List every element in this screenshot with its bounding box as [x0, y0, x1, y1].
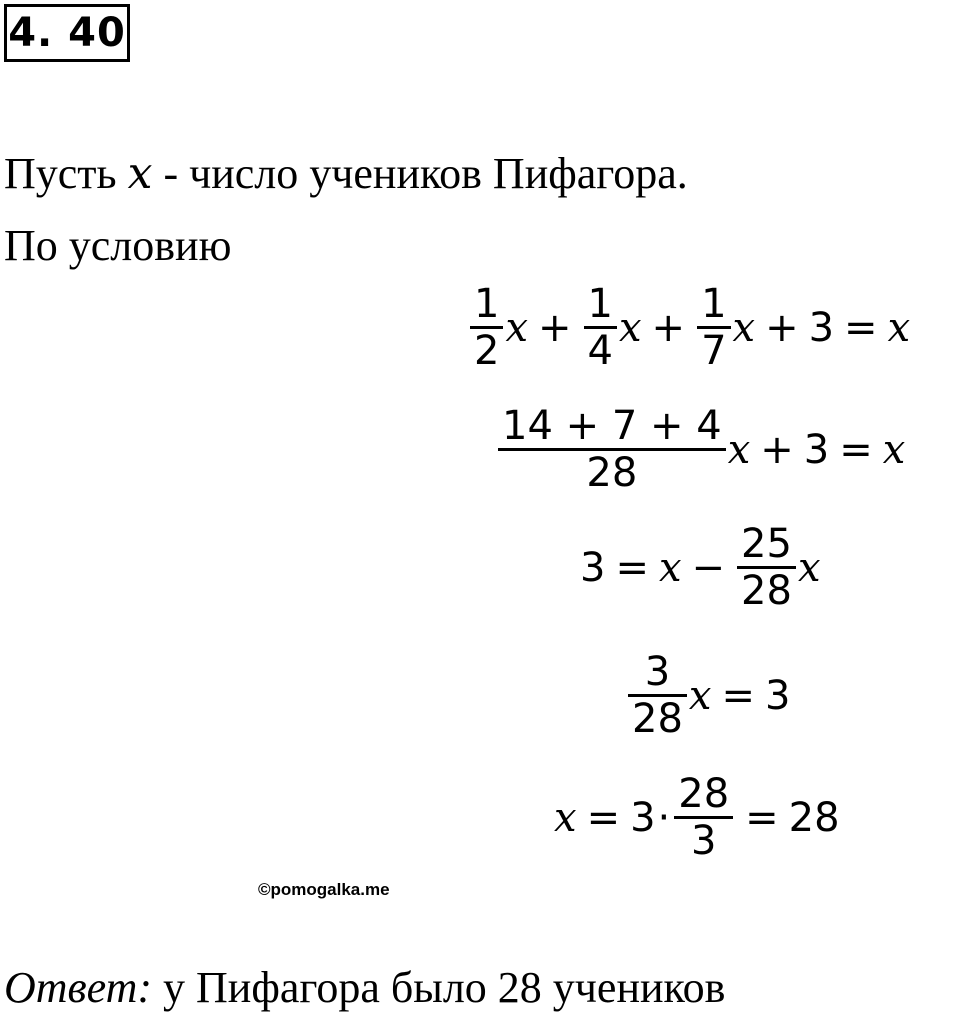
denominator: 28 — [586, 450, 638, 496]
fraction-28-3 — [674, 772, 733, 863]
result: 28 — [788, 794, 840, 841]
watermark: ©pomogalka.me — [258, 880, 390, 899]
constant: 3 — [803, 426, 830, 473]
fraction-25-28 — [737, 522, 796, 613]
plus-sign: + — [760, 426, 794, 473]
equation-2 — [496, 404, 905, 495]
fraction-one-half — [470, 282, 503, 373]
constant: 3 — [764, 672, 791, 719]
variable-x: x — [658, 544, 682, 591]
intro-text-before: Пусть — [4, 149, 128, 198]
denominator: 28 — [632, 696, 683, 742]
problem-number: 4. 40 — [4, 4, 130, 62]
plus-sign: + — [538, 304, 572, 351]
numerator: 1 — [701, 281, 727, 327]
multiply-dot: · — [657, 794, 671, 841]
variable-x: x — [732, 304, 756, 351]
equals-sign: = — [844, 304, 878, 351]
equation-1 — [468, 282, 910, 373]
constant: 3 — [580, 544, 606, 591]
variable-x: x — [688, 672, 712, 719]
answer-line — [4, 962, 725, 1013]
equals-sign: = — [721, 672, 755, 719]
numerator: 1 — [587, 281, 613, 327]
denominator: 2 — [474, 328, 500, 374]
variable-x: x — [127, 148, 153, 199]
variable-x: x — [882, 426, 906, 473]
fraction-one-quarter — [584, 282, 617, 373]
numerator: 14 + 7 + 4 — [502, 403, 722, 449]
denominator: 3 — [690, 818, 717, 864]
variable-x: x — [887, 304, 911, 351]
intro-text-after: - число учеников Пифагора. — [152, 149, 688, 198]
fraction-3-28 — [628, 650, 687, 741]
numerator: 1 — [474, 281, 500, 327]
constant: 3 — [808, 304, 835, 351]
constant: 3 — [630, 794, 656, 841]
plus-sign: + — [651, 304, 686, 351]
fraction-sum — [498, 404, 726, 495]
answer-text: у Пифагора было 28 учеников — [152, 963, 726, 1012]
denominator: 28 — [741, 568, 792, 614]
answer-label: Ответ: — [4, 963, 153, 1012]
variable-x: x — [727, 426, 751, 473]
denominator: 7 — [701, 328, 727, 374]
numerator: 3 — [644, 649, 671, 695]
numerator: 28 — [678, 771, 730, 817]
variable-x: x — [554, 794, 577, 841]
fraction-one-seventh — [697, 282, 730, 373]
equals-sign: = — [615, 544, 649, 591]
minus-sign: − — [691, 544, 726, 591]
numerator: 25 — [741, 521, 792, 567]
equation-4 — [626, 650, 790, 741]
condition-line: По условию — [4, 221, 232, 270]
equals-sign: = — [745, 794, 779, 841]
equation-5 — [554, 772, 840, 863]
equals-sign: = — [586, 794, 621, 841]
equation-3 — [580, 522, 821, 613]
variable-x: x — [618, 304, 642, 351]
variable-x: x — [797, 544, 821, 591]
equals-sign: = — [839, 426, 873, 473]
plus-sign: + — [765, 304, 799, 351]
variable-x: x — [505, 304, 529, 351]
intro-line — [4, 148, 688, 199]
denominator: 4 — [587, 328, 613, 374]
